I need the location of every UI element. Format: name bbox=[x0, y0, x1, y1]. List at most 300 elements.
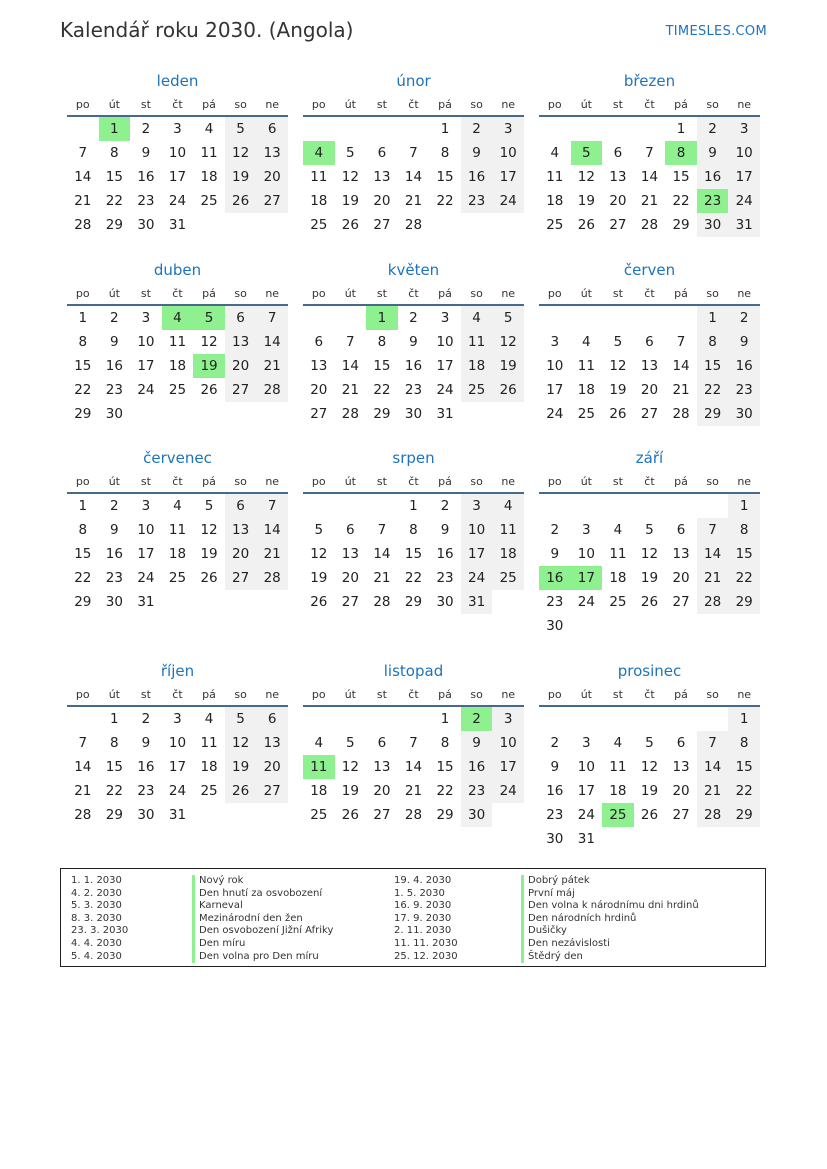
weekday-header: so bbox=[225, 93, 257, 116]
day-cell: 18 bbox=[168, 358, 187, 374]
day-cell: 22 bbox=[436, 783, 454, 799]
day-cell: 12 bbox=[577, 169, 595, 185]
week-row bbox=[67, 706, 288, 731]
day-cell: 8 bbox=[110, 145, 119, 161]
day-cell: 15 bbox=[74, 546, 92, 562]
day-cell: 18 bbox=[310, 193, 328, 209]
day-cell: 30 bbox=[105, 406, 123, 422]
day-cell: 7 bbox=[697, 731, 729, 755]
day-cell: 15 bbox=[105, 169, 123, 185]
week-row bbox=[539, 706, 760, 731]
weekday-header: čt bbox=[398, 282, 430, 305]
weekday-header: út bbox=[99, 282, 131, 305]
empty-cell bbox=[256, 213, 288, 237]
weekday-header: po bbox=[539, 93, 571, 116]
day-cell: 24 bbox=[168, 783, 187, 799]
day-cell: 4 bbox=[204, 121, 214, 137]
day-cell: 3 bbox=[582, 735, 591, 751]
day-cell: 17 bbox=[546, 382, 564, 398]
day-cell: 17 bbox=[168, 759, 187, 775]
day-cell: 26 bbox=[341, 807, 359, 823]
weekday-header: ne bbox=[256, 683, 288, 706]
holiday-day-cell: 1 bbox=[366, 305, 398, 330]
day-cell: 25 bbox=[577, 406, 595, 422]
day-cell: 31 bbox=[168, 807, 187, 823]
day-cell: 15 bbox=[105, 759, 123, 775]
day-cell: 10 bbox=[461, 518, 493, 542]
day-cell: 7 bbox=[377, 522, 387, 538]
day-cell: 1 bbox=[409, 498, 418, 514]
weekday-header: ne bbox=[728, 470, 760, 493]
empty-cell bbox=[539, 706, 571, 731]
day-cell: 24 bbox=[137, 382, 155, 398]
day-cell: 17 bbox=[492, 755, 524, 779]
day-cell: 20 bbox=[672, 570, 690, 586]
day-cell: 3 bbox=[728, 116, 760, 141]
day-cell: 25 bbox=[168, 382, 187, 398]
day-cell: 18 bbox=[577, 382, 595, 398]
day-cell: 1 bbox=[78, 310, 88, 326]
day-cell: 9 bbox=[550, 546, 560, 562]
empty-cell bbox=[602, 116, 634, 141]
legend-holiday-name: Den hnutí za osvobození bbox=[192, 888, 333, 901]
day-cell: 25 bbox=[492, 566, 524, 590]
day-cell: 2 bbox=[409, 310, 418, 326]
month-name: červenec bbox=[143, 449, 212, 467]
month-block bbox=[303, 259, 524, 439]
day-cell: 18 bbox=[461, 354, 493, 378]
day-cell: 18 bbox=[492, 542, 524, 566]
day-cell: 19 bbox=[310, 570, 328, 586]
day-cell: 30 bbox=[137, 217, 155, 233]
day-cell: 12 bbox=[341, 169, 359, 185]
weekday-header: út bbox=[571, 93, 603, 116]
empty-cell bbox=[697, 706, 729, 731]
day-cell: 26 bbox=[640, 807, 659, 823]
day-cell: 27 bbox=[640, 406, 659, 422]
weekday-header: pá bbox=[665, 683, 697, 706]
empty-cell bbox=[398, 116, 430, 141]
day-cell: 10 bbox=[577, 759, 595, 775]
day-cell: 23 bbox=[461, 189, 493, 213]
weekday-header: so bbox=[697, 683, 729, 706]
legend-holiday-name: Den volna pro Den míru bbox=[192, 951, 333, 964]
day-cell: 2 bbox=[550, 522, 560, 538]
month-grid bbox=[67, 470, 288, 614]
brand-link[interactable]: TIMESLES.COM bbox=[665, 24, 767, 39]
month-block bbox=[303, 660, 524, 840]
week-row bbox=[67, 330, 288, 354]
day-cell: 19 bbox=[577, 193, 595, 209]
day-cell: 21 bbox=[373, 570, 391, 586]
month-grid bbox=[303, 282, 524, 426]
empty-cell bbox=[571, 305, 603, 330]
empty-cell bbox=[634, 827, 666, 851]
day-cell: 2 bbox=[110, 498, 119, 514]
day-cell: 21 bbox=[74, 783, 92, 799]
day-cell: 4 bbox=[204, 711, 214, 727]
day-cell: 3 bbox=[582, 522, 591, 538]
day-cell: 17 bbox=[168, 169, 187, 185]
weekday-header: so bbox=[697, 282, 729, 305]
weekday-header: pá bbox=[429, 93, 461, 116]
day-cell: 14 bbox=[640, 169, 659, 185]
day-cell: 17 bbox=[461, 542, 493, 566]
day-cell: 10 bbox=[137, 522, 155, 538]
empty-cell bbox=[697, 493, 729, 518]
day-cell: 13 bbox=[373, 759, 391, 775]
week-row bbox=[539, 731, 760, 755]
holiday-day-cell: 4 bbox=[162, 305, 194, 330]
day-cell: 29 bbox=[697, 402, 729, 426]
day-cell: 3 bbox=[173, 121, 182, 137]
day-cell: 7 bbox=[256, 305, 288, 330]
week-row bbox=[303, 165, 524, 189]
day-cell: 20 bbox=[225, 542, 257, 566]
legend-holiday-name: Karneval bbox=[192, 900, 333, 913]
day-cell: 26 bbox=[200, 570, 218, 586]
day-cell: 7 bbox=[409, 145, 418, 161]
day-cell: 29 bbox=[436, 807, 454, 823]
weekday-header: pá bbox=[193, 282, 225, 305]
empty-cell bbox=[162, 402, 194, 426]
month-block bbox=[539, 70, 760, 250]
weekday-header: čt bbox=[634, 683, 666, 706]
day-cell: 6 bbox=[225, 305, 257, 330]
month-grid bbox=[539, 683, 760, 851]
day-cell: 14 bbox=[74, 759, 92, 775]
empty-cell bbox=[571, 116, 603, 141]
day-cell: 14 bbox=[373, 546, 391, 562]
day-cell: 24 bbox=[728, 189, 760, 213]
weekday-header: čt bbox=[398, 470, 430, 493]
day-cell: 5 bbox=[314, 522, 324, 538]
day-cell: 15 bbox=[373, 358, 391, 374]
holiday-day-cell: 5 bbox=[193, 305, 225, 330]
day-cell: 27 bbox=[672, 807, 690, 823]
empty-cell bbox=[335, 706, 367, 731]
legend-holiday-name: Dušičky bbox=[521, 925, 699, 938]
day-cell: 31 bbox=[577, 831, 595, 847]
day-cell: 12 bbox=[341, 759, 359, 775]
weekday-header: po bbox=[539, 470, 571, 493]
week-row bbox=[539, 330, 760, 354]
empty-cell bbox=[225, 402, 257, 426]
day-cell: 16 bbox=[461, 755, 493, 779]
weekday-header: čt bbox=[162, 470, 194, 493]
empty-cell bbox=[665, 706, 697, 731]
empty-cell bbox=[492, 213, 524, 237]
empty-cell bbox=[634, 305, 666, 330]
day-cell: 3 bbox=[461, 493, 493, 518]
week-row bbox=[303, 803, 524, 827]
day-cell: 30 bbox=[728, 402, 760, 426]
day-cell: 28 bbox=[373, 594, 391, 610]
day-cell: 13 bbox=[640, 358, 659, 374]
day-cell: 6 bbox=[225, 493, 257, 518]
month-block bbox=[67, 447, 288, 627]
week-row bbox=[67, 493, 288, 518]
day-cell: 16 bbox=[105, 546, 123, 562]
legend-right-names bbox=[521, 875, 699, 963]
weekday-header: ne bbox=[492, 93, 524, 116]
weekday-header: po bbox=[67, 470, 99, 493]
day-cell: 16 bbox=[137, 169, 155, 185]
empty-cell bbox=[303, 116, 335, 141]
day-cell: 11 bbox=[609, 546, 627, 562]
day-cell: 30 bbox=[697, 213, 729, 237]
day-cell: 2 bbox=[550, 735, 560, 751]
day-cell: 12 bbox=[310, 546, 328, 562]
empty-cell bbox=[162, 590, 194, 614]
week-row bbox=[539, 827, 760, 851]
month-block bbox=[539, 660, 760, 847]
day-cell: 14 bbox=[404, 169, 423, 185]
day-cell: 26 bbox=[310, 594, 328, 610]
day-cell: 13 bbox=[256, 731, 288, 755]
empty-cell bbox=[602, 706, 634, 731]
weekday-header: ne bbox=[728, 93, 760, 116]
weekday-header: po bbox=[539, 282, 571, 305]
week-row bbox=[303, 493, 524, 518]
day-cell: 19 bbox=[640, 783, 659, 799]
empty-cell bbox=[571, 706, 603, 731]
day-cell: 21 bbox=[697, 566, 729, 590]
weekday-header: pá bbox=[429, 470, 461, 493]
month-block bbox=[303, 70, 524, 250]
day-cell: 16 bbox=[461, 165, 493, 189]
day-cell: 10 bbox=[728, 141, 760, 165]
day-cell: 12 bbox=[640, 759, 659, 775]
empty-cell bbox=[366, 706, 398, 731]
day-cell: 28 bbox=[74, 217, 92, 233]
day-cell: 19 bbox=[225, 165, 257, 189]
day-cell: 13 bbox=[609, 169, 627, 185]
empty-cell bbox=[335, 116, 367, 141]
day-cell: 11 bbox=[461, 330, 493, 354]
week-row bbox=[303, 378, 524, 402]
legend-date: 4. 2. 2030 bbox=[71, 887, 122, 899]
empty-cell bbox=[602, 827, 634, 851]
legend-date: 25. 12. 2030 bbox=[394, 950, 458, 962]
day-cell: 22 bbox=[728, 566, 760, 590]
day-cell: 11 bbox=[200, 145, 218, 161]
week-row bbox=[539, 493, 760, 518]
holiday-day-cell: 5 bbox=[571, 141, 603, 165]
day-cell: 4 bbox=[613, 522, 623, 538]
empty-cell bbox=[492, 590, 524, 614]
day-cell: 10 bbox=[436, 334, 454, 350]
weekday-header: pá bbox=[665, 282, 697, 305]
page-title: Kalendář roku 2030. (Angola) bbox=[60, 18, 354, 42]
weekday-header: so bbox=[461, 470, 493, 493]
week-row bbox=[67, 305, 288, 330]
day-cell: 6 bbox=[256, 116, 288, 141]
day-cell: 27 bbox=[225, 378, 257, 402]
weekday-header: po bbox=[303, 93, 335, 116]
day-cell: 22 bbox=[728, 779, 760, 803]
day-cell: 20 bbox=[640, 382, 659, 398]
weekday-header: ne bbox=[256, 470, 288, 493]
week-row bbox=[539, 354, 760, 378]
legend-date: 11. 11. 2030 bbox=[394, 937, 458, 949]
legend-holiday-name: Dobrý pátek bbox=[521, 875, 699, 888]
weekday-header: po bbox=[303, 470, 335, 493]
week-row bbox=[303, 116, 524, 141]
day-cell: 1 bbox=[676, 121, 686, 137]
day-cell: 18 bbox=[310, 783, 328, 799]
weekday-header: st bbox=[366, 93, 398, 116]
weekday-header: st bbox=[366, 282, 398, 305]
week-row bbox=[303, 354, 524, 378]
day-cell: 4 bbox=[492, 493, 524, 518]
day-cell: 11 bbox=[546, 169, 564, 185]
day-cell: 23 bbox=[137, 783, 155, 799]
day-cell: 12 bbox=[225, 731, 257, 755]
day-cell: 30 bbox=[546, 618, 564, 634]
holiday-day-cell: 17 bbox=[571, 566, 603, 590]
legend-right-dates bbox=[394, 875, 458, 963]
weekday-header: po bbox=[67, 93, 99, 116]
week-row bbox=[539, 213, 760, 237]
day-cell: 1 bbox=[440, 121, 450, 137]
week-row bbox=[303, 141, 524, 165]
day-cell: 15 bbox=[404, 546, 423, 562]
day-cell: 14 bbox=[256, 330, 288, 354]
empty-cell bbox=[602, 493, 634, 518]
day-cell: 25 bbox=[310, 807, 328, 823]
day-cell: 11 bbox=[492, 518, 524, 542]
month-grid bbox=[303, 470, 524, 614]
empty-cell bbox=[303, 305, 335, 330]
day-cell: 23 bbox=[105, 382, 123, 398]
holiday-legend bbox=[60, 868, 766, 967]
week-row bbox=[303, 706, 524, 731]
weekday-header: st bbox=[130, 683, 162, 706]
weekday-header: so bbox=[461, 93, 493, 116]
day-cell: 2 bbox=[110, 310, 119, 326]
day-cell: 16 bbox=[436, 546, 454, 562]
legend-date: 1. 1. 2030 bbox=[71, 875, 122, 886]
day-cell: 7 bbox=[256, 493, 288, 518]
day-cell: 6 bbox=[676, 735, 686, 751]
month-grid bbox=[67, 683, 288, 827]
week-row bbox=[539, 779, 760, 803]
holiday-day-cell: 19 bbox=[193, 354, 225, 378]
month-grid bbox=[539, 93, 760, 237]
day-cell: 28 bbox=[404, 807, 423, 823]
day-cell: 4 bbox=[173, 498, 182, 514]
month-grid bbox=[303, 93, 524, 237]
empty-cell bbox=[539, 493, 571, 518]
day-cell: 8 bbox=[78, 522, 88, 538]
day-cell: 21 bbox=[256, 354, 288, 378]
month-name: květen bbox=[387, 261, 440, 279]
day-cell: 28 bbox=[341, 406, 359, 422]
day-cell: 11 bbox=[168, 522, 187, 538]
week-row bbox=[303, 189, 524, 213]
day-cell: 22 bbox=[74, 382, 92, 398]
legend-date: 4. 4. 2030 bbox=[71, 937, 122, 949]
weekday-header: út bbox=[571, 683, 603, 706]
empty-cell bbox=[335, 493, 367, 518]
day-cell: 21 bbox=[341, 382, 359, 398]
weekday-header: út bbox=[335, 282, 367, 305]
week-row bbox=[67, 165, 288, 189]
day-cell: 14 bbox=[697, 542, 729, 566]
week-row bbox=[67, 803, 288, 827]
day-cell: 8 bbox=[377, 334, 387, 350]
day-cell: 3 bbox=[141, 498, 151, 514]
day-cell: 24 bbox=[546, 406, 564, 422]
day-cell: 9 bbox=[461, 141, 493, 165]
day-cell: 10 bbox=[168, 145, 187, 161]
empty-cell bbox=[571, 493, 603, 518]
day-cell: 27 bbox=[256, 779, 288, 803]
week-row bbox=[67, 566, 288, 590]
week-row bbox=[303, 566, 524, 590]
day-cell: 9 bbox=[697, 141, 729, 165]
day-cell: 24 bbox=[436, 382, 454, 398]
day-cell: 15 bbox=[728, 755, 760, 779]
day-cell: 30 bbox=[461, 803, 493, 827]
day-cell: 17 bbox=[492, 165, 524, 189]
weekday-header: po bbox=[67, 282, 99, 305]
day-cell: 22 bbox=[436, 193, 454, 209]
day-cell: 17 bbox=[436, 358, 454, 374]
empty-cell bbox=[225, 803, 257, 827]
day-cell: 8 bbox=[110, 735, 119, 751]
day-cell: 26 bbox=[341, 217, 359, 233]
day-cell: 20 bbox=[672, 783, 690, 799]
day-cell: 21 bbox=[404, 193, 423, 209]
week-row bbox=[539, 165, 760, 189]
week-row bbox=[67, 116, 288, 141]
empty-cell bbox=[366, 116, 398, 141]
empty-cell bbox=[728, 827, 760, 851]
day-cell: 10 bbox=[492, 141, 524, 165]
weekday-header: čt bbox=[634, 282, 666, 305]
day-cell: 3 bbox=[173, 711, 182, 727]
legend-date: 2. 11. 2030 bbox=[394, 925, 452, 937]
holiday-day-cell: 4 bbox=[303, 141, 335, 165]
day-cell: 3 bbox=[492, 116, 524, 141]
day-cell: 26 bbox=[225, 189, 257, 213]
weekday-header: út bbox=[99, 470, 131, 493]
weekday-header: pá bbox=[665, 470, 697, 493]
day-cell: 6 bbox=[645, 334, 654, 350]
week-row bbox=[67, 189, 288, 213]
weekday-header: čt bbox=[162, 282, 194, 305]
day-cell: 12 bbox=[200, 522, 218, 538]
day-cell: 7 bbox=[645, 145, 654, 161]
weekday-header: út bbox=[335, 683, 367, 706]
week-row bbox=[539, 305, 760, 330]
day-cell: 27 bbox=[341, 594, 359, 610]
day-cell: 20 bbox=[373, 193, 391, 209]
empty-cell bbox=[193, 402, 225, 426]
month-block bbox=[539, 259, 760, 439]
month-name: září bbox=[635, 449, 664, 467]
day-cell: 1 bbox=[697, 305, 729, 330]
day-cell: 7 bbox=[697, 518, 729, 542]
empty-cell bbox=[492, 402, 524, 426]
day-cell: 7 bbox=[409, 735, 418, 751]
empty-cell bbox=[539, 305, 571, 330]
day-cell: 30 bbox=[105, 594, 123, 610]
day-cell: 14 bbox=[74, 169, 92, 185]
week-row bbox=[67, 378, 288, 402]
